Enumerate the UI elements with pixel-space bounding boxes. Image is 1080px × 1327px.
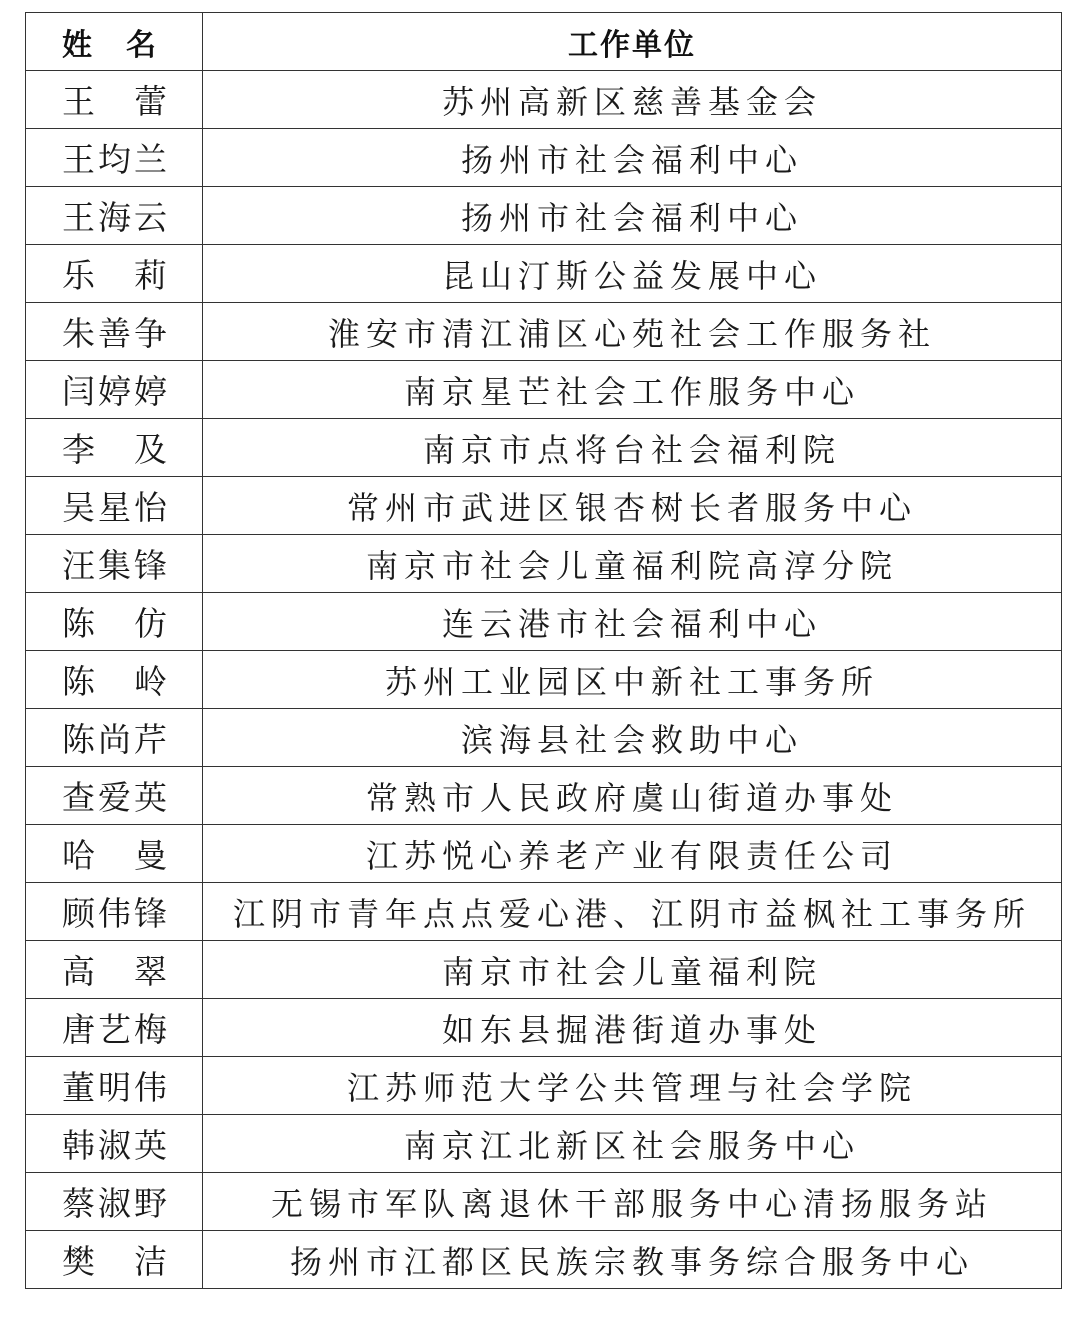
table-row bbox=[26, 1057, 1062, 1115]
table-row bbox=[26, 825, 1062, 883]
organization-cell: 常熟市人民政府虞山街道办事处 bbox=[203, 767, 1062, 825]
table-row bbox=[26, 651, 1062, 709]
person-name-cell: 陈 仿 bbox=[26, 593, 203, 651]
table-row bbox=[26, 71, 1062, 129]
organization-cell: 滨海县社会救助中心 bbox=[203, 709, 1062, 767]
person-name-cell: 蔡淑野 bbox=[26, 1173, 203, 1231]
organization-cell: 扬州市江都区民族宗教事务综合服务中心 bbox=[203, 1231, 1062, 1289]
person-name-cell: 吴星怡 bbox=[26, 477, 203, 535]
person-name-cell: 韩淑英 bbox=[26, 1115, 203, 1173]
table-row bbox=[26, 709, 1062, 767]
table-row bbox=[26, 767, 1062, 825]
person-name-cell: 汪集锋 bbox=[26, 535, 203, 593]
table-row bbox=[26, 129, 1062, 187]
person-name-cell: 高 翠 bbox=[26, 941, 203, 999]
organization-cell: 常州市武进区银杏树长者服务中心 bbox=[203, 477, 1062, 535]
table-row bbox=[26, 1115, 1062, 1173]
organization-cell: 昆山汀斯公益发展中心 bbox=[203, 245, 1062, 303]
person-name-cell: 王 蕾 bbox=[26, 71, 203, 129]
person-name-cell: 唐艺梅 bbox=[26, 999, 203, 1057]
organization-cell: 扬州市社会福利中心 bbox=[203, 129, 1062, 187]
person-name-cell: 乐 莉 bbox=[26, 245, 203, 303]
table-row bbox=[26, 883, 1062, 941]
organization-cell: 江苏师范大学公共管理与社会学院 bbox=[203, 1057, 1062, 1115]
person-name-cell: 陈尚芹 bbox=[26, 709, 203, 767]
organization-cell: 如东县掘港街道办事处 bbox=[203, 999, 1062, 1057]
table-row bbox=[26, 1173, 1062, 1231]
organization-cell: 南京市社会儿童福利院高淳分院 bbox=[203, 535, 1062, 593]
header-row bbox=[26, 13, 1062, 71]
person-name-cell: 查爱英 bbox=[26, 767, 203, 825]
person-name-cell: 陈 岭 bbox=[26, 651, 203, 709]
organization-column-header: 工作单位 bbox=[203, 13, 1062, 71]
person-name-cell: 朱善争 bbox=[26, 303, 203, 361]
person-name-cell: 哈 曼 bbox=[26, 825, 203, 883]
organization-cell: 南京市社会儿童福利院 bbox=[203, 941, 1062, 999]
person-name-cell: 王海云 bbox=[26, 187, 203, 245]
table-header bbox=[26, 13, 1062, 71]
table-row bbox=[26, 941, 1062, 999]
table-row bbox=[26, 477, 1062, 535]
organization-cell: 江阴市青年点点爱心港、江阴市益枫社工事务所 bbox=[203, 883, 1062, 941]
organization-cell: 江苏悦心养老产业有限责任公司 bbox=[203, 825, 1062, 883]
organization-cell: 苏州高新区慈善基金会 bbox=[203, 71, 1062, 129]
person-name-cell: 王均兰 bbox=[26, 129, 203, 187]
table-row bbox=[26, 361, 1062, 419]
table-row bbox=[26, 187, 1062, 245]
name-column-header: 姓 名 bbox=[26, 13, 203, 71]
person-name-cell: 樊 洁 bbox=[26, 1231, 203, 1289]
organization-cell: 淮安市清江浦区心苑社会工作服务社 bbox=[203, 303, 1062, 361]
table-row bbox=[26, 303, 1062, 361]
organization-cell: 南京江北新区社会服务中心 bbox=[203, 1115, 1062, 1173]
organization-cell: 无锡市军队离退休干部服务中心清扬服务站 bbox=[203, 1173, 1062, 1231]
table-row bbox=[26, 419, 1062, 477]
table-row bbox=[26, 535, 1062, 593]
personnel-table bbox=[25, 12, 1062, 1289]
person-name-cell: 闫婷婷 bbox=[26, 361, 203, 419]
person-name-cell: 李 及 bbox=[26, 419, 203, 477]
organization-cell: 扬州市社会福利中心 bbox=[203, 187, 1062, 245]
table-body bbox=[26, 71, 1062, 1289]
organization-cell: 连云港市社会福利中心 bbox=[203, 593, 1062, 651]
organization-cell: 南京星芒社会工作服务中心 bbox=[203, 361, 1062, 419]
person-name-cell: 顾伟锋 bbox=[26, 883, 203, 941]
table-row bbox=[26, 1231, 1062, 1289]
organization-cell: 苏州工业园区中新社工事务所 bbox=[203, 651, 1062, 709]
table-row bbox=[26, 999, 1062, 1057]
person-name-cell: 董明伟 bbox=[26, 1057, 203, 1115]
organization-cell: 南京市点将台社会福利院 bbox=[203, 419, 1062, 477]
table-row bbox=[26, 593, 1062, 651]
table-row bbox=[26, 245, 1062, 303]
